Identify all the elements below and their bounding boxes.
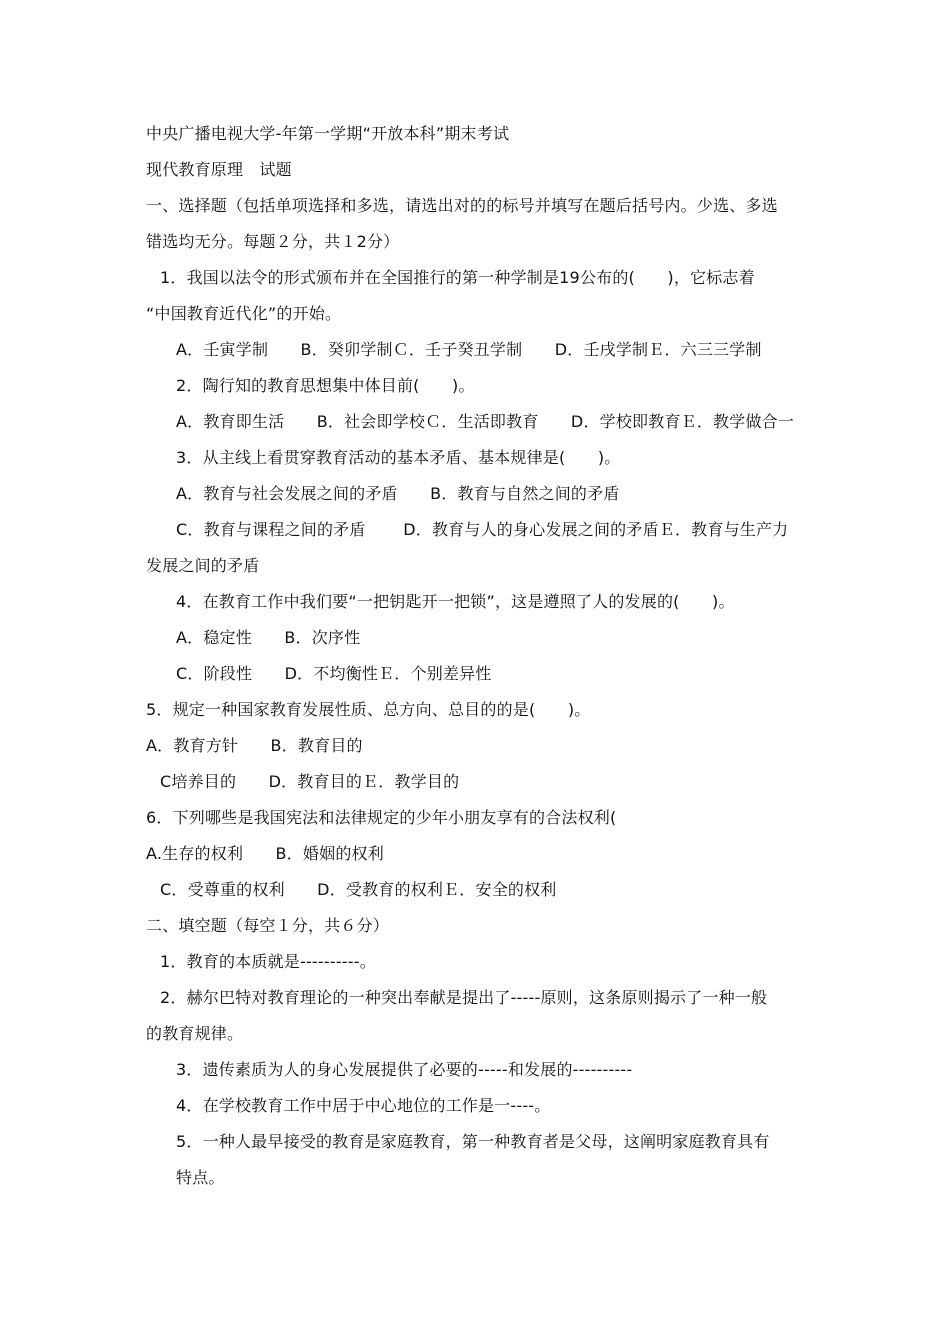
question-6-text: 6．下列哪些是我国宪法和法律规定的少年小朋友享有的合法权利(: [146, 808, 617, 827]
section2-heading: 二、填空题（每空１分，共６分）: [146, 916, 390, 935]
fill-question-5-line2: 特点。: [176, 1168, 225, 1187]
section1-heading-line1: 一、选择题（包括单项选择和多选，请选出对的的标号并填写在题后括号内。少选、多选: [146, 196, 778, 215]
question-5-text: 5．规定一种国家教育发展性质、总方向、总目的的是( )。: [146, 700, 591, 719]
question-3-options-line3: 发展之间的矛盾: [146, 556, 260, 575]
question-1-options: A．壬寅学制 B．癸卯学制Ｃ．壬子癸丑学制 D．壬戌学制Ｅ．六三三学制: [176, 340, 762, 359]
question-1-line2: “中国教育近代化”的开始。: [146, 304, 342, 323]
section1-heading-line2: 错选均无分。每题２分，共１2分）: [146, 232, 400, 251]
question-3-text: 3．从主线上看贯穿教育活动的基本矛盾、基本规律是( )。: [176, 448, 621, 467]
question-5-options-line2: C培养目的 D．教育目的Ｅ．教学目的: [160, 772, 460, 791]
question-6-options-line1: A.生存的权利 B．婚姻的权利: [146, 844, 384, 863]
question-2-options: A．教育即生活 B．社会即学校Ｃ．生活即教育 D．学校即教育Ｅ．教学做合一: [176, 412, 795, 431]
question-4-text: 4．在教育工作中我们要“一把钥匙开一把锁”，这是遵照了人的发展的( )。: [176, 592, 735, 611]
document-title: 中央广播电视大学-年第一学期“开放本科”期末考试: [146, 124, 510, 143]
fill-question-4: 4．在学校教育工作中居于中心地位的工作是一----。: [176, 1096, 551, 1115]
question-5-options-line1: A．教育方针 B．教育目的: [146, 736, 363, 755]
exam-subject: 现代教育原理 试题: [146, 160, 292, 179]
question-3-options-line2: C．教育与课程之间的矛盾 D．教育与人的身心发展之间的矛盾Ｅ．教育与生产力: [176, 520, 789, 539]
question-2-text: 2．陶行知的教育思想集中体目前( )。: [176, 376, 475, 395]
question-6-options-line2: C．受尊重的权利 D．受教育的权利Ｅ．安全的权利: [160, 880, 557, 899]
question-3-options-line1: A．教育与社会发展之间的矛盾 B．教育与自然之间的矛盾: [176, 484, 620, 503]
fill-question-2-line1: 2．赫尔巴特对教育理论的一种突出奉献是提出了-----原则，这条原则揭示了一种一般: [160, 988, 768, 1007]
question-4-options-line1: A．稳定性 B．次序性: [176, 628, 361, 647]
fill-question-5-line1: 5．一种人最早接受的教育是家庭教育，第一种教育者是父母，这阐明家庭教育具有: [176, 1132, 770, 1151]
fill-question-2-line2: 的教育规律。: [146, 1024, 244, 1043]
fill-question-1: 1．教育的本质就是----------。: [160, 952, 376, 971]
question-1-line1: 1．我国以法令的形式颁布并在全国推行的第一种学制是19公布的( )，它标志着: [160, 268, 755, 287]
question-4-options-line2: C．阶段性 D．不均衡性Ｅ．个别差异性: [176, 664, 492, 683]
fill-question-3: 3．遗传素质为人的身心发展提供了必要的-----和发展的----------: [176, 1060, 633, 1079]
